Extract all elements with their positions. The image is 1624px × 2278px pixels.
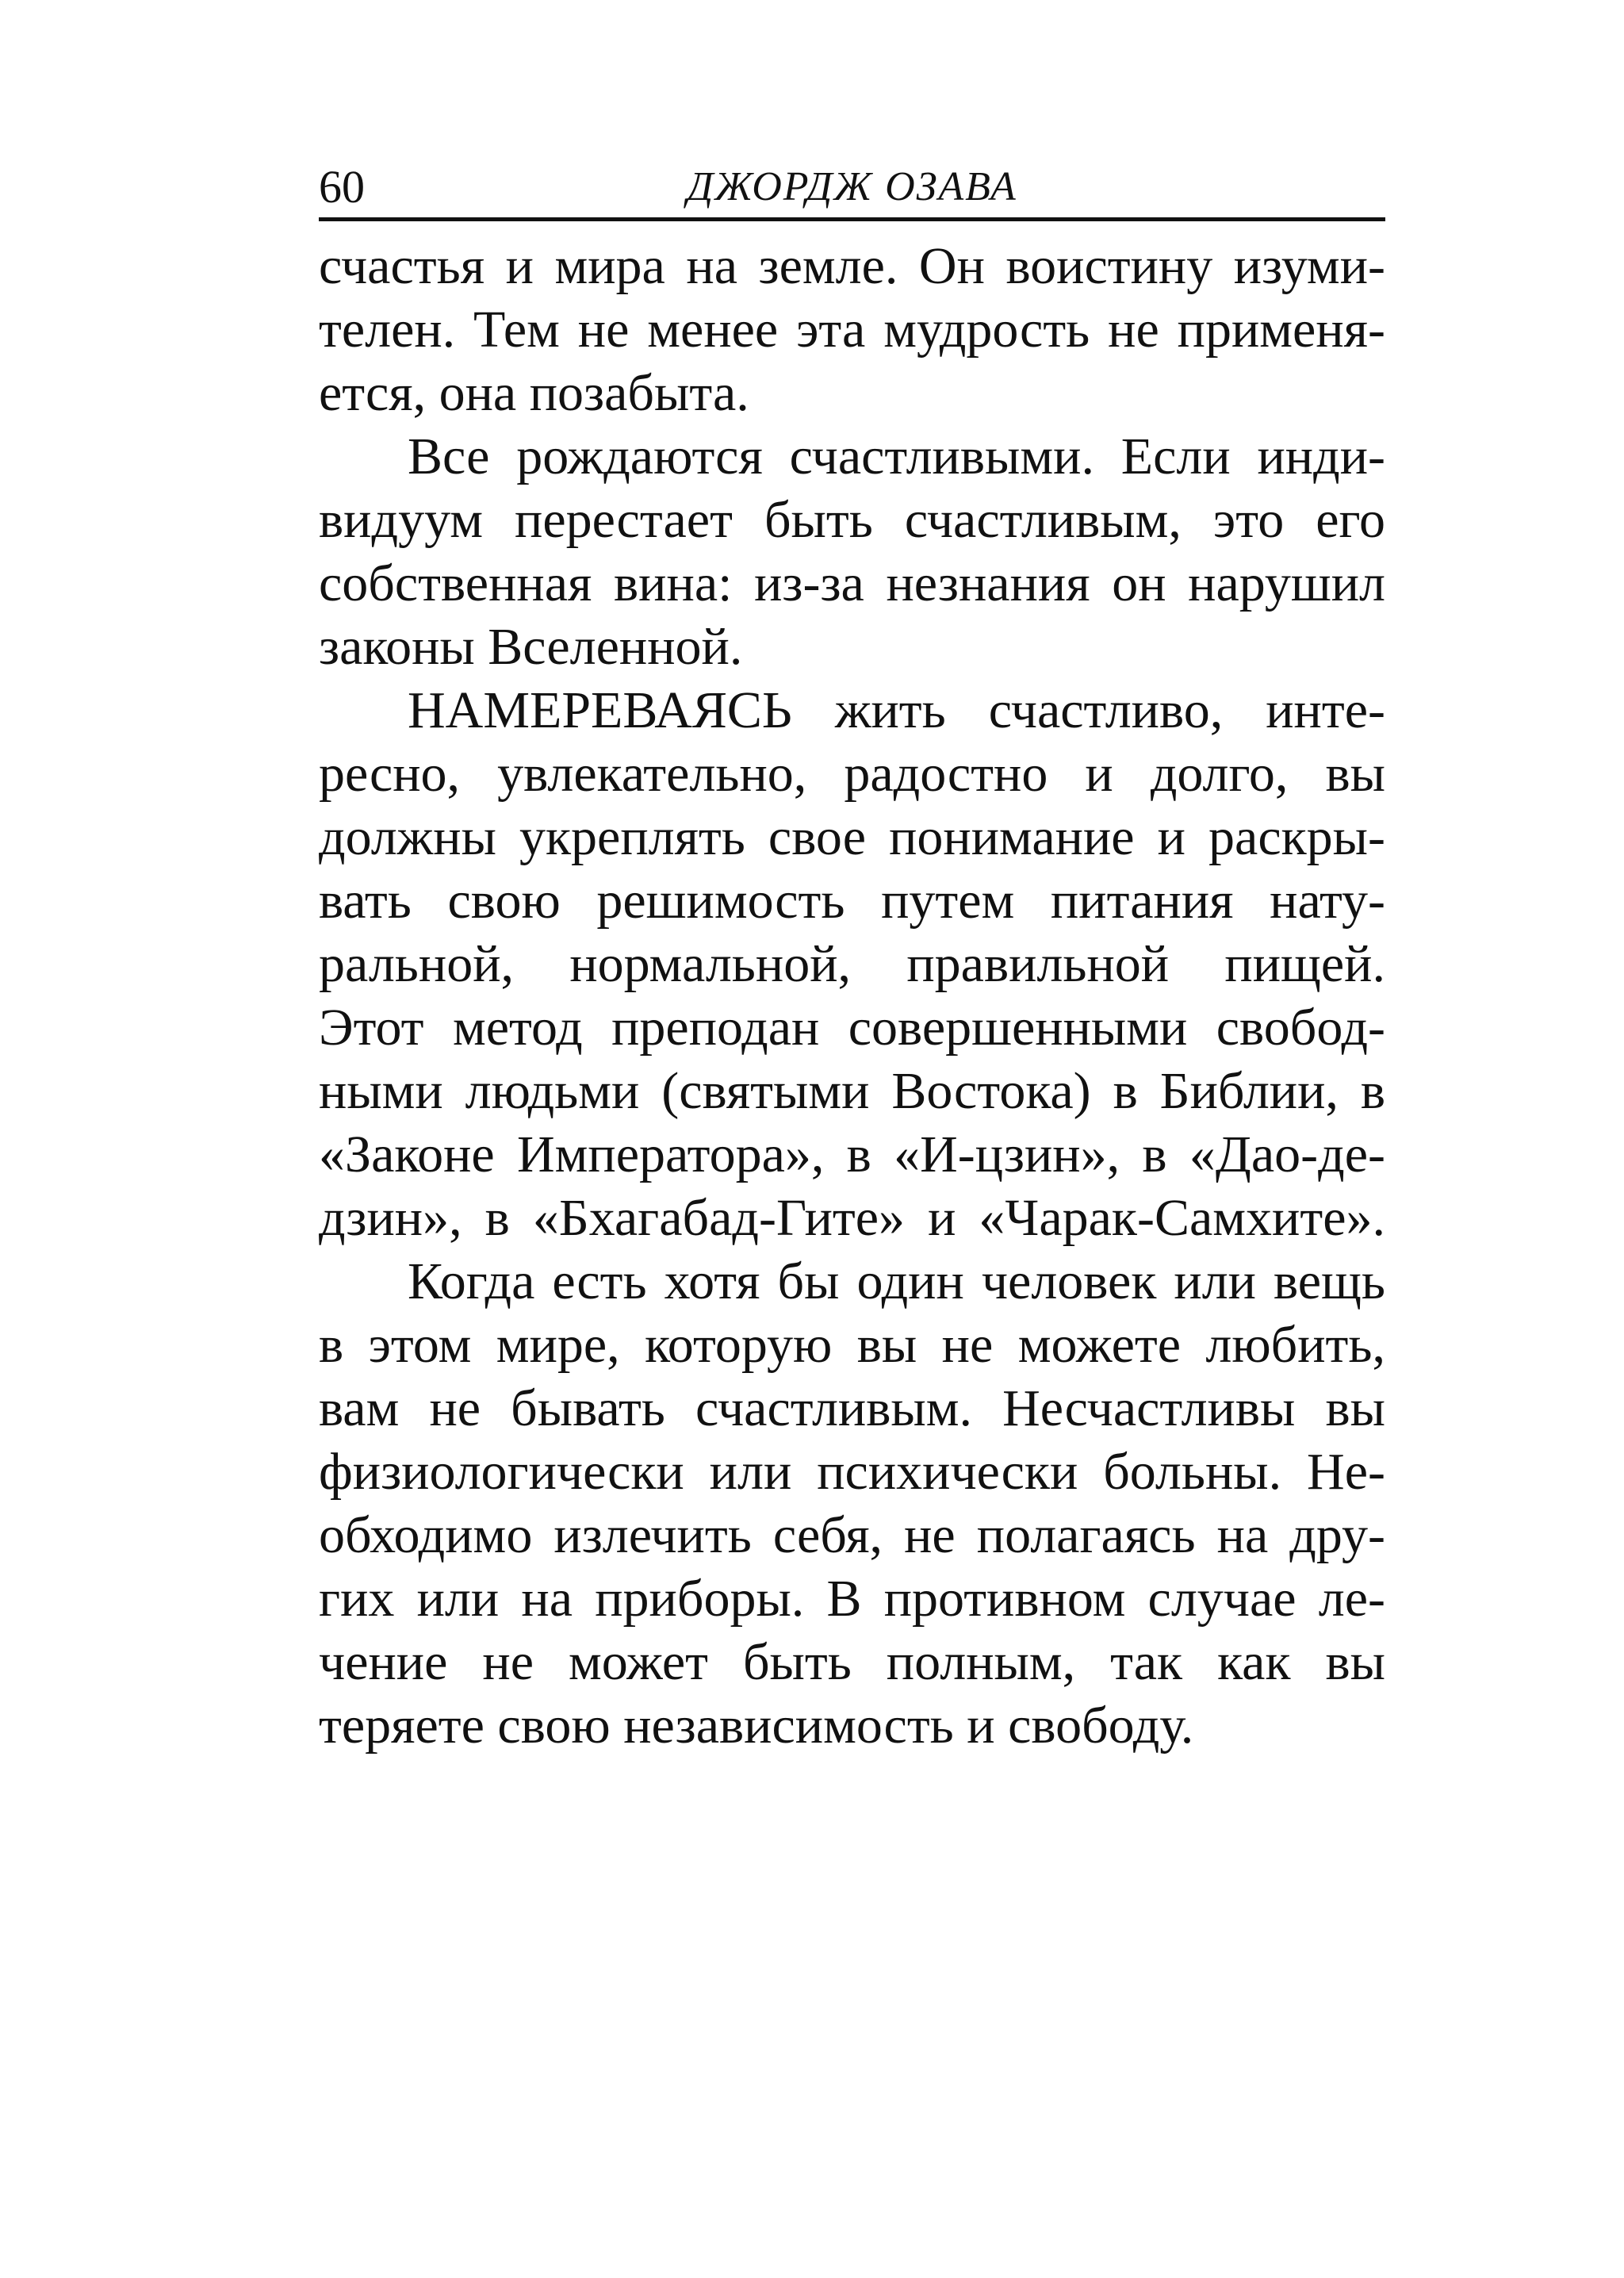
paragraph — [319, 1250, 1385, 1758]
text-line: должны укреплять свое понимание и раскры- — [319, 808, 1385, 866]
text-line: законы Вселенной. — [319, 618, 743, 676]
page-number: 60 — [319, 161, 365, 213]
text-line: Когда есть хотя бы один человек или вещь — [408, 1252, 1385, 1310]
running-head — [319, 155, 1385, 219]
text-line: Все рождаются счастливыми. Если инди- — [408, 428, 1385, 485]
text-line: счастья и мира на земле. Он воистину изуми- — [319, 237, 1385, 295]
text-line: собственная вина: из-за незнания он нарушил — [319, 554, 1385, 612]
text-line: вать свою решимость путем питания нату- — [319, 872, 1385, 930]
text-line: обходимо излечить себя, не полагаясь на дру- — [319, 1506, 1385, 1564]
paragraph — [319, 679, 1385, 1250]
text-line: Этот метод преподан совершенными свобод- — [319, 999, 1385, 1057]
text-line: чение не может быть полным, так как вы — [319, 1633, 1385, 1691]
text-line: вам не бывать счастливым. Несчастливы вы — [319, 1379, 1385, 1437]
text-line: ральной, нормальной, правильной пищей. — [319, 935, 1385, 993]
text-line: теряете свою независимость и свободу. — [319, 1697, 1194, 1755]
text-line: ресно, увлекательно, радостно и долго, вы — [319, 745, 1385, 803]
text-line: дзин», в «Бхагабад-Гите» и «Чарак-Самхите». — [319, 1189, 1385, 1247]
paragraph — [319, 425, 1385, 679]
text-line: гих или на приборы. В противном случае ле- — [319, 1570, 1385, 1628]
text-line: физиологически или психически больны. Не- — [319, 1443, 1385, 1501]
running-title: ДЖОРДЖ ОЗАВА — [687, 164, 1017, 209]
body-text — [319, 235, 1385, 1758]
text-line: ется, она позабыта. — [319, 364, 749, 422]
header-rule — [319, 217, 1385, 221]
text-line: телен. Тем не менее эта мудрость не применя- — [319, 301, 1385, 359]
text-line: ными людьми (святыми Востока) в Библии, в — [319, 1062, 1385, 1120]
paragraph — [319, 235, 1385, 425]
text-line: «Законе Императора», в «И-цзин», в «Дао-де- — [319, 1126, 1385, 1183]
text-line: видуум перестает быть счастливым, это его — [319, 491, 1385, 549]
text-line: в этом мире, которую вы не можете любить, — [319, 1316, 1385, 1374]
text-line: НАМЕРЕВАЯСЬ жить счастливо, инте- — [408, 681, 1385, 739]
